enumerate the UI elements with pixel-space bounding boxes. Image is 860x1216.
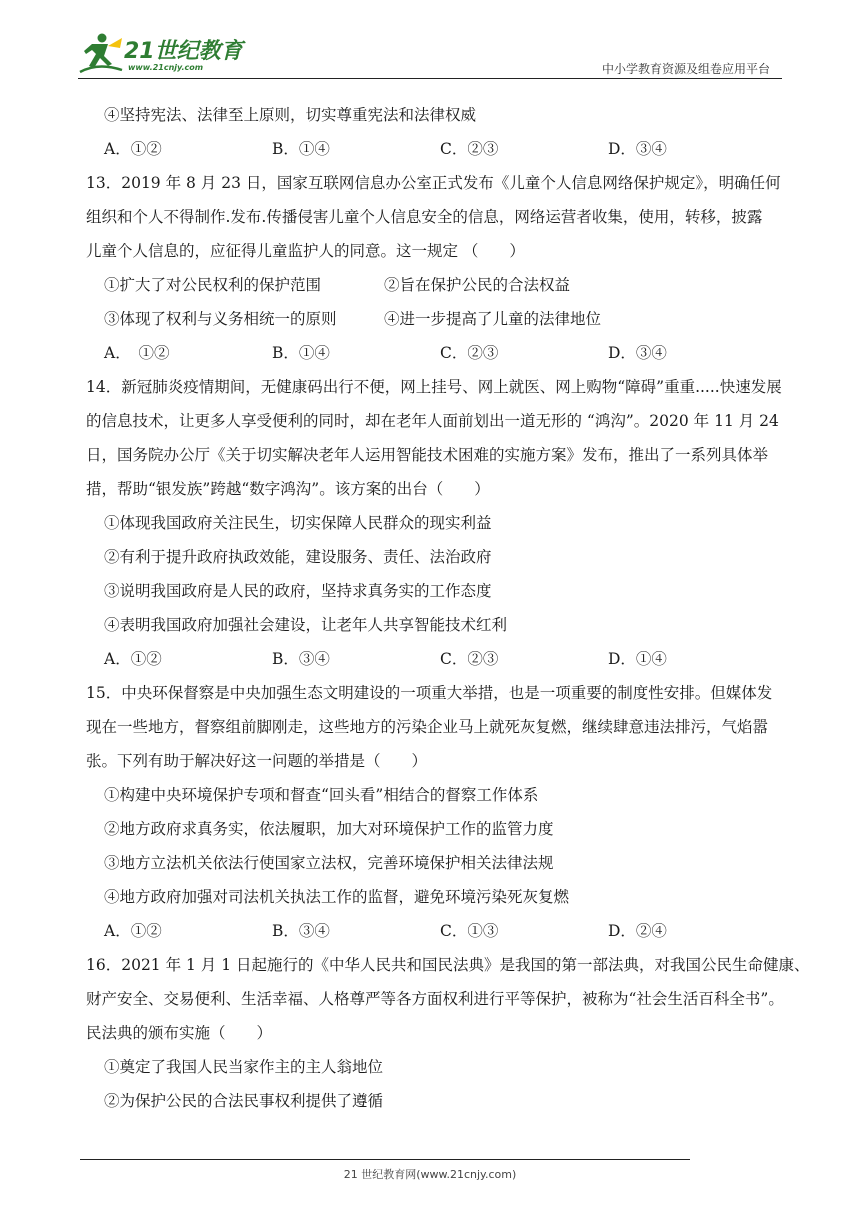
answer-choices	[86, 914, 786, 948]
question-text: 16．2021 年 1 月 1 日起施行的《中华人民共和国民法典》是我国的第一部法典，对我国公民生命健康、	[86, 956, 810, 974]
logo-text: 21世纪教育	[124, 39, 243, 64]
answer-choices	[86, 336, 786, 370]
option-line: ③地方立法机关依法行使国家立法权，完善环境保护相关法律法规	[104, 854, 554, 872]
question-text: 民法典的颁布实施（ ）	[86, 1024, 273, 1042]
option-line: ④地方政府加强对司法机关执法工作的监督，避免环境污染死灰复燃	[104, 888, 570, 906]
option-line: ①奠定了我国人民当家作主的主人翁地位	[104, 1058, 384, 1076]
option-line: ①体现我国政府关注民生，切实保障人民群众的现实利益	[104, 514, 492, 532]
footer-divider	[80, 1159, 690, 1160]
question-text: 张。下列有助于解决好这一问题的举措是（ ）	[86, 752, 428, 770]
option-line: ②地方政府求真务实，依法履职，加大对环境保护工作的监管力度	[104, 820, 554, 838]
option-item: ②旨在保护公民的合法权益	[384, 276, 571, 294]
question-body	[86, 98, 810, 1118]
answer-choices	[86, 132, 786, 166]
answer-choice: C．②③	[440, 140, 499, 158]
answer-choice: B．③④	[272, 650, 330, 668]
answer-choice: A．①②	[104, 922, 162, 940]
option-line: ④表明我国政府加强社会建设，让老年人共享智能技术红利	[104, 616, 508, 634]
option-item: ③体现了权利与义务相统一的原则	[104, 310, 337, 328]
option-item: ①扩大了对公民权利的保护范围	[104, 276, 322, 294]
answer-choices	[86, 642, 786, 676]
answer-choice: C．②③	[440, 344, 499, 362]
question-text: 13．2019 年 8 月 23 日，国家互联网信息办公室正式发布《儿童个人信息网络保护规定》，明确任何	[86, 174, 781, 192]
answer-choice: C．②③	[440, 650, 499, 668]
option-line: ②有利于提升政府执政效能，建设服务、责任、法治政府	[104, 548, 492, 566]
site-caption: 中小学教育资源及组卷应用平台	[601, 62, 770, 76]
question-text: 15．中央环保督察是中央加强生态文明建设的一项重大举措，也是一项重要的制度性安排。但媒体发	[86, 684, 773, 702]
answer-choice: D．③④	[608, 140, 667, 158]
option-line: ②为保护公民的合法民事权利提供了遵循	[104, 1092, 384, 1110]
option-item: ④进一步提高了儿童的法律地位	[384, 310, 602, 328]
answer-choice: A．①②	[104, 650, 162, 668]
answer-choice: A． ①②	[104, 344, 170, 362]
logo-url: www.21cnjy.com	[128, 63, 204, 72]
footer-text: 21 世纪教育网(www.21cnjy.com)	[343, 1168, 517, 1181]
option-pair	[86, 302, 786, 336]
question-text: 组织和个人不得制作.发布.传播侵害儿童个人信息安全的信息，网络运营者收集，使用，转移，披露	[86, 208, 763, 226]
option-pair	[86, 268, 786, 302]
answer-choice: C．①③	[440, 922, 499, 940]
question-text: 日，国务院办公厅《关于切实解决老年人运用智能技术困难的实施方案》发布，推出了一系列具体举	[86, 446, 769, 464]
answer-choice: D．②④	[608, 922, 667, 940]
question-text: 14．新冠肺炎疫情期间，无健康码出行不便，网上挂号、网上就医、网上购物“障碍”重重.....快速发展	[86, 378, 782, 396]
page-header	[0, 0, 860, 82]
answer-choice: B．③④	[272, 922, 330, 940]
question-text: 现在一些地方，督察组前脚刚走，这些地方的污染企业马上就死灰复燃，继续肆意违法排污，气焰嚣	[86, 718, 769, 736]
answer-choice: B．①④	[272, 140, 330, 158]
option-line: ④坚持宪法、法律至上原则，切实尊重宪法和法律权威	[104, 106, 477, 124]
question-text: 的信息技术，让更多人享受便利的同时，却在老年人面前划出一道无形的 “鸿沟”。2020 年 11 月 24	[86, 412, 779, 430]
site-logo[interactable]	[78, 30, 248, 78]
runner-icon	[78, 32, 126, 76]
answer-choice: D．①④	[608, 650, 667, 668]
question-text: 措，帮助“银发族”跨越“数字鸿沟”。该方案的出台（ ）	[86, 480, 490, 498]
option-line: ①构建中央环境保护专项和督查“回头看”相结合的督察工作体系	[104, 786, 539, 804]
answer-choice: A．①②	[104, 140, 162, 158]
question-text: 财产安全、交易便利、生活幸福、人格尊严等各方面权利进行平等保护，被称为“社会生活百科全书”。	[86, 990, 784, 1008]
option-line: ③说明我国政府是人民的政府，坚持求真务实的工作态度	[104, 582, 492, 600]
answer-choice: B．①④	[272, 344, 330, 362]
header-divider	[78, 78, 782, 79]
question-text: 儿童个人信息的，应征得儿童监护人的同意。这一规定 （ ）	[86, 242, 525, 260]
answer-choice: D．③④	[608, 344, 667, 362]
